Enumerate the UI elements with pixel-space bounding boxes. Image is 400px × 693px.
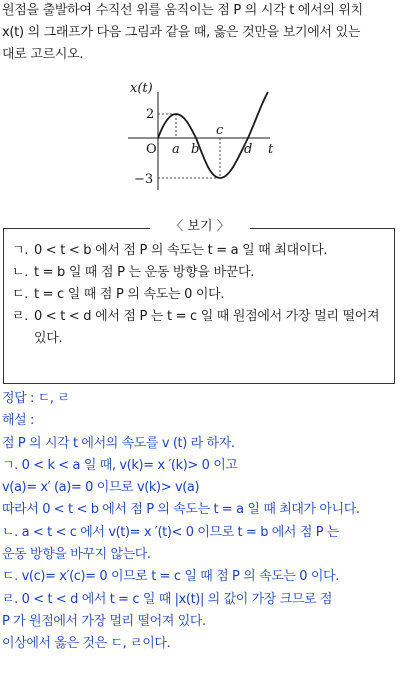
option-item — [12, 306, 392, 350]
option-item — [12, 284, 392, 306]
option-item — [12, 262, 392, 284]
option-text: t = c 일 때 점 P 의 속도는 0 이다. — [34, 287, 225, 302]
tick-d-label: d — [244, 142, 253, 157]
max-value-label: 2 — [146, 107, 155, 122]
option-text: 0 < t < b 에서 점 P 의 속도는 t = a 일 때 최대이다. — [34, 243, 328, 258]
option-text: 0 < t < d 에서 점 P 는 t = c 일 때 원점에서 가장 멀리 떨어져 있다. — [34, 309, 380, 346]
answer-line: ㄹ. 0 < t < d 에서 t = c 일 때 |x(t)| 의 값이 가장 크므로 점 — [2, 591, 333, 607]
option-mark: ㄷ. — [12, 287, 29, 302]
answer-line: 정답 : ㄷ, ㄹ — [2, 391, 70, 406]
position-graph — [120, 78, 280, 196]
answer-line: v(a)= x′ (a)= 0 이므로 v(k)> v(a) — [2, 480, 200, 496]
answer-line: 점 P 의 시각 t 에서의 속도를 v (t) 라 하자. — [2, 435, 235, 451]
answer-line: 이상에서 옳은 것은 ㄷ, ㄹ이다. — [2, 636, 171, 652]
answer-explanation — [2, 388, 400, 656]
problem-line: x(t) 의 그래프가 다음 그림과 같을 때, 옳은 것만을 보기에서 있는 — [2, 25, 361, 40]
answer-line: 운동 방향을 바꾸지 않는다. — [2, 547, 151, 563]
tick-a-label: a — [172, 142, 180, 157]
option-mark: ㄴ. — [12, 265, 29, 280]
option-text: t = b 일 때 점 P 는 운동 방향을 바꾼다. — [34, 265, 255, 280]
answer-line: 해설 : — [2, 413, 35, 429]
origin-label: O — [146, 142, 157, 157]
answer-line: ㄱ. 0 < k < a 일 때, v(k)= x ′(k)> 0 이고 — [2, 457, 238, 473]
options-box-title: 〈 보기 〉 — [150, 217, 250, 237]
option-mark: ㄹ. — [12, 309, 29, 324]
answer-line: ㄴ. a < t < c 에서 v(t)= x ′(t)< 0 이므로 t = b 에서 점 P 는 — [2, 524, 340, 540]
tick-b-label: b — [191, 142, 200, 157]
position-curve — [158, 92, 268, 178]
problem-statement — [2, 0, 398, 66]
answer-line: ㄷ. v(c)= x′(c)= 0 이므로 t = c 일 때 점 P 의 속도는 0 이다. — [2, 569, 339, 585]
options-list — [12, 240, 392, 350]
tick-c-label: c — [216, 123, 224, 138]
problem-line: 원점을 출발하여 수직선 위를 움직이는 점 P 의 시각 t 에서의 위치 — [2, 3, 363, 18]
problem-line: 대로 고르시오. — [2, 47, 84, 62]
option-mark: ㄱ. — [12, 243, 29, 258]
min-value-label: −3 — [134, 172, 154, 187]
answer-line: 따라서 0 < t < b 에서 점 P 의 속도는 t = a 일 때 최대가 아니다. — [2, 502, 360, 518]
t-axis-label: t — [268, 142, 274, 157]
answer-line: P 가 원점에서 가장 멀리 떨어져 있다. — [2, 613, 206, 629]
option-item — [12, 240, 392, 262]
y-axis-label: x(t) — [130, 81, 153, 96]
